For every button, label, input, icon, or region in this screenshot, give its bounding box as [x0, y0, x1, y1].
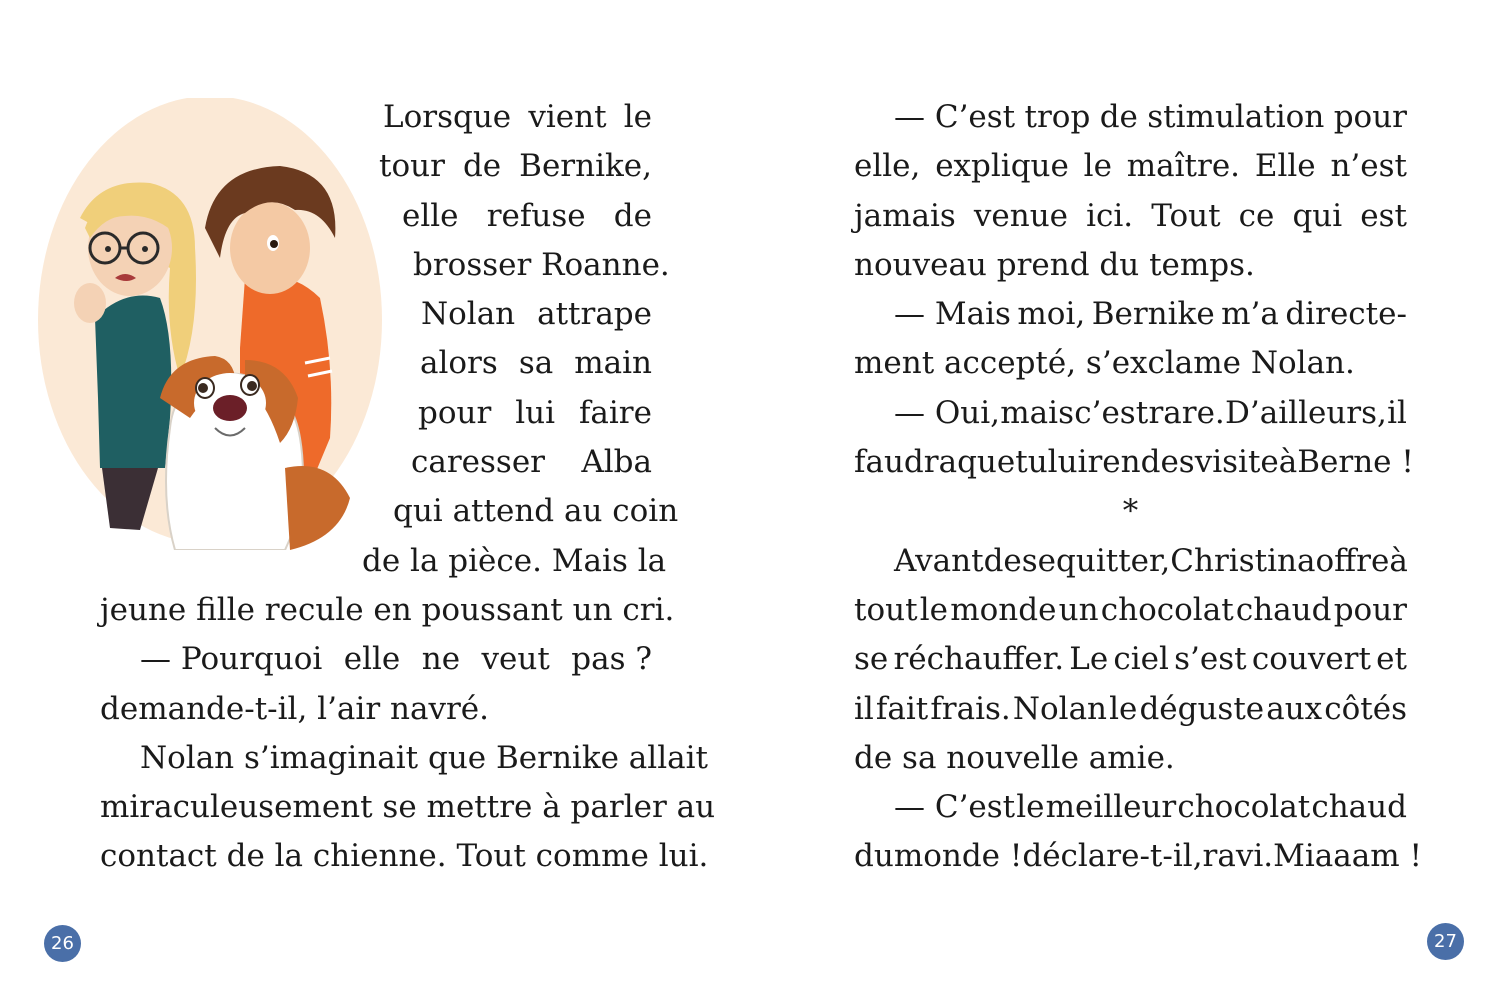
word: un [1058, 591, 1099, 628]
word: aux [1266, 690, 1323, 727]
word: sa [518, 345, 554, 382]
word: rendes [1087, 444, 1195, 481]
word: il [1387, 394, 1407, 431]
word: chaud [1311, 789, 1407, 826]
text-line [420, 339, 652, 388]
paragraph-group [854, 537, 1422, 882]
word: Avant [894, 542, 984, 579]
word: vient [528, 99, 607, 135]
text-line [393, 487, 679, 536]
text-line [362, 537, 667, 586]
word: ce [1238, 197, 1275, 234]
word: refuse [486, 197, 586, 234]
paragraph-group [854, 93, 1414, 487]
word: du [854, 838, 894, 875]
left-page-text [100, 93, 716, 882]
word: veut [481, 641, 550, 678]
word: qui [1292, 197, 1343, 234]
word: Le [1069, 641, 1109, 678]
text-line [411, 438, 652, 487]
text-line [854, 142, 1407, 191]
word: lui [1047, 444, 1088, 481]
text-line: de sa nouvelle amie. [854, 739, 1175, 776]
page-number: 27 [1427, 923, 1464, 960]
text-line [854, 635, 1407, 684]
word: de [1099, 99, 1138, 135]
word: main [574, 345, 652, 382]
word: maître. [1126, 148, 1241, 185]
word: visite [1194, 444, 1279, 481]
word: tout [854, 591, 918, 628]
text-line: jeune fille recule en poussant un cri. [100, 591, 675, 628]
text-line [418, 389, 652, 438]
word: chocolat [1100, 591, 1234, 628]
word: Bernike, [519, 148, 652, 185]
word: que [957, 444, 1016, 481]
text-line [421, 290, 652, 339]
word: mais [1000, 394, 1074, 431]
word: Nolan [421, 296, 516, 333]
word: le [1109, 690, 1138, 727]
text-line: miraculeusement se mettre à parler au [100, 789, 716, 826]
word: chaud [1235, 591, 1332, 628]
word: Christina [1170, 542, 1316, 579]
text-line [379, 142, 652, 191]
word: pas ? [571, 641, 652, 678]
word: réchauffer. [893, 641, 1065, 678]
word: — C’est [894, 99, 1016, 135]
word: déguste [1139, 690, 1265, 727]
word: directe- [1285, 296, 1407, 333]
word: monde [950, 591, 1057, 628]
right-page [754, 0, 1508, 1000]
text-line [402, 192, 652, 241]
word: ravi. [1202, 838, 1274, 875]
word: — Pourquoi [140, 641, 323, 678]
word: qui attend au coin [393, 493, 679, 530]
word: de [983, 542, 1022, 579]
word: il [854, 690, 874, 727]
word: brosser Roanne. [413, 246, 670, 283]
word: tour [379, 148, 445, 185]
text-line: demande-t-il, l’air navré. [100, 690, 489, 727]
word: ne [421, 641, 461, 678]
word: s’est [1174, 641, 1247, 678]
word: elle [343, 641, 401, 678]
word: pour [418, 394, 492, 431]
word: m’a [1221, 296, 1279, 333]
text-line [854, 438, 1414, 487]
word: se [1021, 542, 1057, 579]
word: trop [1024, 99, 1091, 135]
word: et [1376, 641, 1407, 678]
word: attrape [537, 296, 652, 333]
word: ciel [1113, 641, 1169, 678]
word: pour [1333, 99, 1407, 135]
word: lui [515, 394, 556, 431]
word: à [1278, 444, 1298, 481]
word: côtés [1324, 690, 1407, 727]
word: le [919, 591, 949, 628]
word: D’ailleurs, [1225, 394, 1387, 431]
word: chocolat [1177, 789, 1311, 826]
dialogue-line [100, 635, 652, 684]
word: elle, [854, 148, 921, 185]
right-page-text [854, 93, 1422, 882]
text-line [854, 389, 1407, 438]
word: — Mais [894, 296, 1011, 333]
text-line [854, 832, 1422, 881]
text-line [854, 192, 1407, 241]
word: caresser [411, 444, 545, 481]
word: de [462, 148, 502, 185]
word: fait [875, 690, 929, 727]
word: couvert [1251, 641, 1371, 678]
word: offre [1315, 542, 1390, 579]
word: stimulation [1147, 99, 1325, 135]
word: n’est [1330, 148, 1407, 185]
word: — Oui, [894, 394, 1001, 431]
word: le [1016, 789, 1045, 826]
word: est [1360, 197, 1407, 234]
word: faire [578, 394, 652, 431]
text-line: nouveau prend du temps. [854, 246, 1255, 283]
word: déclare-t-il, [1022, 838, 1203, 875]
word: alors [420, 345, 498, 382]
word: Nolan [1012, 690, 1108, 727]
word: pour [1333, 591, 1407, 628]
text-line [854, 586, 1407, 635]
word: explique [935, 148, 1069, 185]
word: Miaaam ! [1273, 838, 1422, 875]
word: à [1389, 542, 1408, 579]
text-line [854, 93, 1407, 142]
page-number: 26 [44, 925, 81, 962]
word: Bernike [1091, 296, 1215, 333]
word: le [623, 99, 652, 135]
word: de la pièce. Mais la [362, 542, 667, 579]
word: Elle [1254, 148, 1316, 185]
word: de [613, 197, 652, 234]
section-separator: * [1122, 493, 1139, 530]
word: se [854, 641, 889, 678]
word: c’est [1074, 394, 1149, 431]
word: frais. [930, 690, 1011, 727]
word: le [1083, 148, 1112, 185]
text-line [383, 93, 652, 142]
word: Berne ! [1297, 444, 1414, 481]
word: ici. [1086, 197, 1134, 234]
text-line [854, 685, 1407, 734]
word: jamais [854, 197, 956, 234]
text-line [854, 290, 1407, 339]
word: moi, [1017, 296, 1086, 333]
word: faudra [854, 444, 958, 481]
text-line: Nolan s’imaginait que Bernike allait [140, 739, 708, 776]
text-line [854, 537, 1407, 586]
word: quitter, [1056, 542, 1171, 579]
word: Tout [1151, 197, 1221, 234]
word: Lorsque [383, 99, 512, 135]
text-line [854, 783, 1407, 832]
word: rare. [1148, 394, 1225, 431]
text-line [413, 241, 670, 290]
word: — C’est [894, 789, 1016, 826]
word: Alba [581, 444, 652, 481]
word: elle [402, 197, 459, 234]
word: venue [973, 197, 1069, 234]
word: monde ! [893, 838, 1023, 875]
word: meilleur [1045, 789, 1177, 826]
text-line: contact de la chienne. Tout comme lui. [100, 838, 709, 875]
word: tu [1015, 444, 1048, 481]
text-wrapped-around-illustration [100, 93, 679, 586]
text-line: ment accepté, s’exclame Nolan. [854, 345, 1355, 382]
